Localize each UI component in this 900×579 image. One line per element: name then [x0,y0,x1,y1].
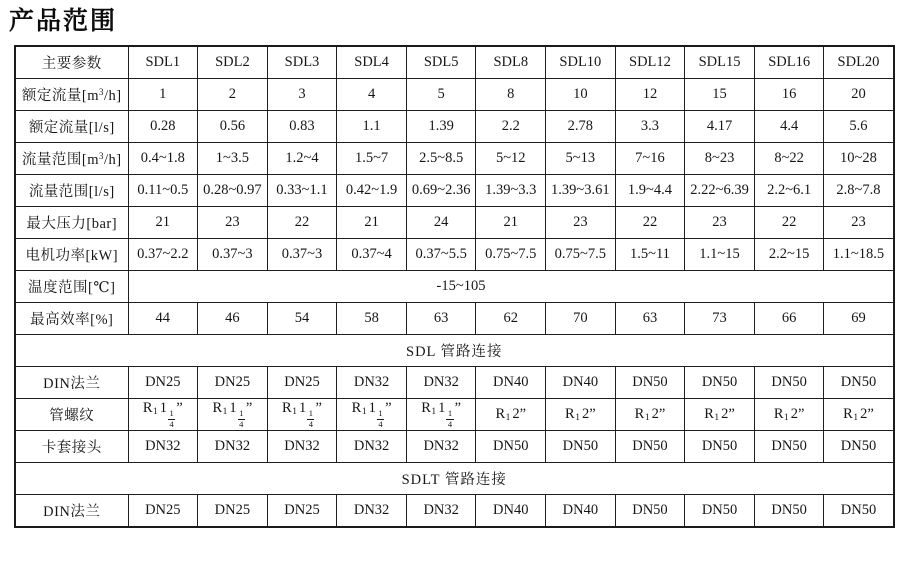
value-cell: 0.37~2.2 [128,239,198,271]
value-cell: DN50 [615,367,685,399]
value-cell: DN40 [476,495,546,528]
value-cell: $R_1$ 1 $\frac{1}{4}$ ” [406,399,476,431]
value-cell: DN50 [476,431,546,463]
page-title: 产品范围 [9,6,118,35]
column-header: SDL15 [685,46,755,79]
value-cell: $R_1$ 2” [754,399,824,431]
value-cell: 0.11~0.5 [128,175,198,207]
value-cell: DN50 [824,367,894,399]
value-cell: 23 [546,207,616,239]
value-cell: 0.75~7.5 [546,239,616,271]
merged-value-cell: -15~105 [128,271,894,303]
section-header-cell: SDLT 管路连接 [15,463,894,495]
column-header: SDL8 [476,46,546,79]
table-row [15,143,894,175]
value-cell: 16 [754,79,824,111]
value-cell: DN40 [476,367,546,399]
value-cell: 8 [476,79,546,111]
value-cell: $R_1$ 1 $\frac{1}{4}$ ” [267,399,337,431]
value-cell: 8~22 [754,143,824,175]
value-cell: DN50 [754,495,824,528]
column-header: SDL4 [337,46,407,79]
value-cell: 5.6 [824,111,894,143]
value-cell: $R_1$ 1 $\frac{1}{4}$ ” [128,399,198,431]
value-cell: 0.37~3 [198,239,268,271]
value-cell: 5~12 [476,143,546,175]
value-cell: $R_1$ 1 $\frac{1}{4}$ ” [198,399,268,431]
product-range-table [14,45,895,528]
row-label: 流量范围[l/s] [15,175,128,207]
value-cell: DN25 [267,367,337,399]
column-header: SDL16 [754,46,824,79]
value-cell: 58 [337,303,407,335]
value-cell: 1.39~3.61 [546,175,616,207]
value-cell: 62 [476,303,546,335]
value-cell: DN25 [128,495,198,528]
table-row [15,207,894,239]
value-cell: 0.83 [267,111,337,143]
value-cell: DN32 [406,495,476,528]
value-cell: DN32 [128,431,198,463]
row-label: 最大压力[bar] [15,207,128,239]
value-cell: 3 [267,79,337,111]
value-cell: 2.2~6.1 [754,175,824,207]
section-row [15,335,894,367]
value-cell: 8~23 [685,143,755,175]
value-cell: 5 [406,79,476,111]
value-cell: 46 [198,303,268,335]
value-cell: 15 [685,79,755,111]
row-label: 温度范围[℃] [15,271,128,303]
value-cell: DN25 [198,495,268,528]
value-cell: DN50 [615,495,685,528]
value-cell: 0.33~1.1 [267,175,337,207]
value-cell: 2.2 [476,111,546,143]
value-cell: 23 [198,207,268,239]
table-row [15,399,894,431]
row-label: DIN法兰 [15,367,128,399]
value-cell: 1.1~18.5 [824,239,894,271]
table-header [15,46,894,79]
value-cell: 23 [685,207,755,239]
table-row [15,495,894,528]
value-cell: DN50 [754,431,824,463]
value-cell: 1.1 [337,111,407,143]
value-cell: 1.5~7 [337,143,407,175]
value-cell: 0.42~1.9 [337,175,407,207]
value-cell: 0.56 [198,111,268,143]
value-cell: 0.69~2.36 [406,175,476,207]
value-cell: DN40 [546,495,616,528]
column-header: SDL10 [546,46,616,79]
row-label: 卡套接头 [15,431,128,463]
value-cell: 21 [476,207,546,239]
value-cell: $R_1$ 2” [685,399,755,431]
value-cell: DN50 [824,431,894,463]
column-header: SDL12 [615,46,685,79]
value-cell: DN50 [615,431,685,463]
value-cell: 1.39~3.3 [476,175,546,207]
value-cell: 10 [546,79,616,111]
value-cell: DN32 [406,367,476,399]
value-cell: 63 [615,303,685,335]
value-cell: 10~28 [824,143,894,175]
section-row [15,463,894,495]
value-cell: 24 [406,207,476,239]
header-row [15,46,894,79]
value-cell: DN40 [546,367,616,399]
value-cell: 2 [198,79,268,111]
value-cell: 22 [267,207,337,239]
value-cell: 66 [754,303,824,335]
value-cell: 4.17 [685,111,755,143]
value-cell: 4 [337,79,407,111]
value-cell: 7~16 [615,143,685,175]
value-cell: 21 [128,207,198,239]
value-cell: 0.4~1.8 [128,143,198,175]
value-cell: DN32 [337,431,407,463]
value-cell: 21 [337,207,407,239]
value-cell: DN25 [267,495,337,528]
value-cell: 0.37~4 [337,239,407,271]
value-cell: 2.2~15 [754,239,824,271]
table-row [15,79,894,111]
value-cell: 2.8~7.8 [824,175,894,207]
value-cell: 0.75~7.5 [476,239,546,271]
value-cell: DN32 [198,431,268,463]
row-label: 最高效率[%] [15,303,128,335]
row-label: 额定流量[l/s] [15,111,128,143]
value-cell: 0.28~0.97 [198,175,268,207]
value-cell: 3.3 [615,111,685,143]
value-cell: 1.1~15 [685,239,755,271]
value-cell: 1.9~4.4 [615,175,685,207]
value-cell: DN32 [406,431,476,463]
row-label: 电机功率[kW] [15,239,128,271]
value-cell: DN32 [267,431,337,463]
value-cell: 2.5~8.5 [406,143,476,175]
value-cell: 1.39 [406,111,476,143]
table-row [15,367,894,399]
page [0,6,900,579]
column-header: SDL3 [267,46,337,79]
value-cell: DN50 [754,367,824,399]
value-cell: 2.78 [546,111,616,143]
table-row [15,431,894,463]
value-cell: 22 [615,207,685,239]
value-cell: $R_1$ 2” [615,399,685,431]
column-header: SDL5 [406,46,476,79]
row-label: 额定流量$[m^3/h]$ [15,79,128,111]
value-cell: 44 [128,303,198,335]
value-cell: 0.37~3 [267,239,337,271]
value-cell: DN25 [198,367,268,399]
value-cell: 12 [615,79,685,111]
table-row [15,111,894,143]
value-cell: 69 [824,303,894,335]
value-cell: 0.28 [128,111,198,143]
column-header: 主要参数 [15,46,128,79]
value-cell: 70 [546,303,616,335]
table-row [15,175,894,207]
value-cell: DN25 [128,367,198,399]
table-body [15,79,894,528]
table-row [15,303,894,335]
row-label: 管螺纹 [15,399,128,431]
value-cell: 20 [824,79,894,111]
value-cell: DN32 [337,495,407,528]
value-cell: 0.37~5.5 [406,239,476,271]
column-header: SDL20 [824,46,894,79]
value-cell: 5~13 [546,143,616,175]
value-cell: 73 [685,303,755,335]
table-row [15,271,894,303]
value-cell: 1.5~11 [615,239,685,271]
table-row [15,239,894,271]
value-cell: DN50 [546,431,616,463]
value-cell: DN32 [337,367,407,399]
column-header: SDL1 [128,46,198,79]
column-header: SDL2 [198,46,268,79]
value-cell: DN50 [685,367,755,399]
value-cell: 4.4 [754,111,824,143]
value-cell: DN50 [685,495,755,528]
section-header-cell: SDL 管路连接 [15,335,894,367]
value-cell: $R_1$ 2” [546,399,616,431]
value-cell: 23 [824,207,894,239]
value-cell: DN50 [685,431,755,463]
value-cell: 54 [267,303,337,335]
value-cell: DN50 [824,495,894,528]
row-label: 流量范围$[m^3/h]$ [15,143,128,175]
row-label: DIN法兰 [15,495,128,528]
value-cell: 22 [754,207,824,239]
value-cell: 1~3.5 [198,143,268,175]
value-cell: $R_1$ 2” [476,399,546,431]
value-cell: 63 [406,303,476,335]
value-cell: $R_1$ 1 $\frac{1}{4}$ ” [337,399,407,431]
value-cell: $R_1$ 2” [824,399,894,431]
value-cell: 1 [128,79,198,111]
value-cell: 1.2~4 [267,143,337,175]
value-cell: 2.22~6.39 [685,175,755,207]
